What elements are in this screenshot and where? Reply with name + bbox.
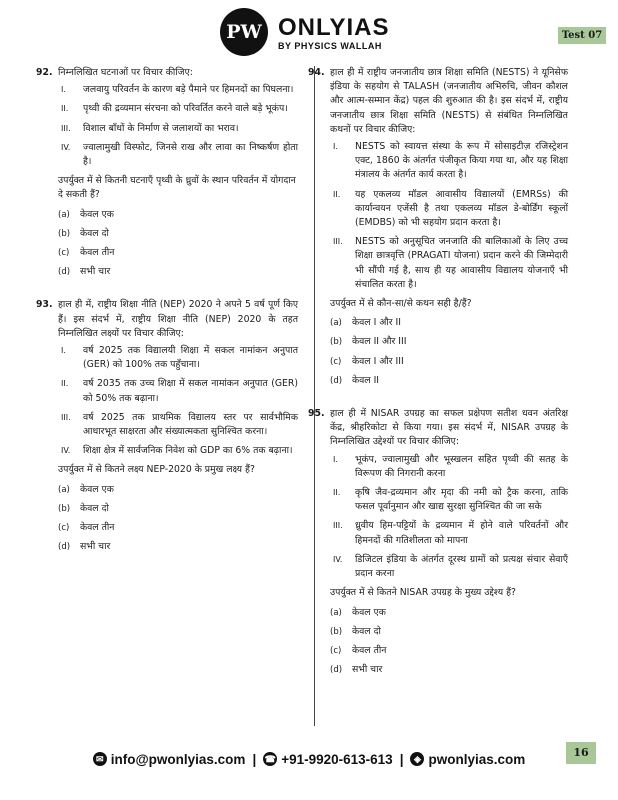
statement: III. ध्रुवीय हिम-पट्टियों के द्रव्यमान में होने वाले परिवर्तनों और हिमनदों की गतिशीलता को मापना — [333, 520, 568, 546]
footer-website[interactable]: pwonlyias.com — [428, 751, 526, 767]
option-a[interactable]: (a) केवल I और II — [330, 317, 402, 329]
option-a[interactable]: (a) केवल एक — [330, 606, 386, 618]
brand-name: ONLYIAS — [278, 14, 390, 41]
option-c[interactable]: (c) केवल तीन — [330, 644, 387, 656]
statement: I. वर्ष 2025 तक विद्यालयी शिक्षा में सकल नामांकन अनुपात (GER) को 100% तक पहुँचाना। — [61, 345, 298, 371]
option-d[interactable]: (d) सभी चार — [330, 664, 383, 676]
question-92 — [36, 66, 298, 279]
statement: I. भूकंप, ज्वालामुखी और भूस्खलन सहित पृथ्वी की सतह के विरूपण की निगरानी करना — [333, 453, 568, 479]
question-ask: उपर्युक्त में से कौन-सा/से कथन सही है/हैं? — [330, 298, 472, 310]
statement: III. विशाल बाँधों के निर्माण से जलाशयों का भराव। — [61, 122, 239, 134]
option-d[interactable]: (d) केवल II — [330, 374, 380, 386]
footer-contact — [84, 746, 534, 772]
statement: II. कृषि जैव-द्रव्यमान और मृदा की नमी को ट्रैक करना, ताकि फसल पूर्वानुमान और खाद्य सुरक्षा सुनिश्चित की जा सके — [333, 487, 568, 513]
option-c[interactable]: (c) केवल तीन — [58, 247, 115, 259]
footer-separator: | — [399, 751, 404, 767]
statement: III. NESTS को अनुसूचित जनजाति की बालिकाओं के लिए उच्च शिक्षा छात्रवृत्ति (PRAGATI योजना) प्रदान करने की जिम्मेदारी भी सौंपी गई है, साथ ही यह आवासीय विद्यालय योजनाएँ भी संचालित करता है। — [333, 236, 568, 290]
column-divider — [314, 66, 315, 726]
option-b[interactable]: (b) केवल II और III — [330, 336, 407, 348]
statement: II. पृथ्वी की द्रव्यमान संरचना को परिवर्तित करने वाले बड़े भूकंप। — [61, 103, 288, 115]
option-b[interactable]: (b) केवल दो — [58, 227, 109, 239]
statement: IV. ज्वालामुखी विस्फोट, जिनसे राख और लावा का निष्कर्षण होता है। — [61, 141, 298, 168]
phone-icon: ☎ — [264, 754, 276, 764]
pw-logo-icon: PW — [220, 8, 268, 56]
question-ask: उपर्युक्त में से कितने लक्ष्य NEP-2020 के प्रमुख लक्ष्य हैं? — [58, 464, 255, 476]
question-text: हाल ही में NISAR उपग्रह का सफल प्रक्षेपण सतीश धवन अंतरिक्ष केंद्र, श्रीहरिकोटा से किया गया। इस संदर्भ में, NISAR उपग्रह के निम्नलिखित उद्देश्यों पर विचार कीजिए: — [330, 408, 568, 448]
option-c[interactable]: (c) केवल तीन — [58, 522, 115, 534]
statement: I. NESTS को स्वायत्त संस्था के रूप में सोसाइटीज़ रजिस्ट्रेशन एक्ट, 1860 के अंतर्गत पंजीकृत किया गया था, और यह शिक्षा मंत्रालय के अंतर्गत कार्य करता है। — [333, 141, 568, 181]
option-a[interactable]: (a) केवल एक — [58, 483, 114, 495]
question-ask: उपर्युक्त में से कितने NISAR उपग्रह के मुख्य उद्देश्य हैं? — [330, 587, 516, 599]
option-a[interactable]: (a) केवल एक — [58, 208, 114, 220]
statement: II. वर्ष 2035 तक उच्च शिक्षा में सकल नामांकन अनुपात (GER) को 50% तक बढ़ाना। — [61, 378, 298, 404]
test-badge: Test 07 — [558, 27, 606, 44]
question-text: हाल ही में राष्ट्रीय जनजातीय छात्र शिक्षा समिति (NESTS) ने यूनिसेफ इंडिया के सहयोग से TALASH (जनजातीय अभिरुचि, जीवन कौशल और आत्म-सम्मान केंद्र) पहल की शुरुआत की है। इस संदर्भ में, राष्ट्रीय जनजातीय छात्र शिक्षा समिति (NESTS) से संबंधित निम्नलिखित कथनों पर विचार कीजिए: — [330, 67, 568, 135]
footer-separator: | — [252, 751, 257, 767]
option-d[interactable]: (d) सभी चार — [58, 266, 111, 278]
question-number: 95. — [308, 408, 325, 420]
statement: II. यह एकलव्य मॉडल आवासीय विद्यालयों (EMRSs) की कार्यान्वयन एजेंसी है तथा एकलव्य मॉडल डे-बोर्डिंग स्कूलों (EMDBS) को भी सहयोग प्रदान करता है। — [333, 188, 568, 229]
statement: IV. शिक्षा क्षेत्र में सार्वजनिक निवेश को GDP का 6% तक बढ़ाना। — [61, 445, 293, 457]
question-number: 92. — [36, 67, 53, 78]
page-number: 16 — [566, 742, 596, 764]
question-94 — [308, 66, 568, 388]
brand-tagline: BY PHYSICS WALLAH — [278, 41, 382, 51]
question-93 — [36, 298, 298, 554]
left-column — [36, 66, 298, 559]
globe-icon: ◈ — [410, 752, 424, 766]
mail-icon: ✉ — [93, 752, 107, 766]
question-95 — [308, 407, 568, 677]
footer-email[interactable]: info@pwonlyias.com — [110, 751, 246, 767]
question-ask: उपर्युक्त में से कितनी घटनाएँ पृथ्वी के ध्रुवों के स्थान परिवर्तन में योगदान दे सकती हैं? — [58, 175, 296, 201]
question-number: 93. — [36, 299, 53, 311]
question-number: 94. — [308, 67, 325, 78]
statement: I. जलवायु परिवर्तन के कारण बड़े पैमाने पर हिमनदों का पिघलना। — [61, 84, 294, 96]
statement: IV. डिजिटल इंडिया के अंतर्गत दूरस्थ ग्रामों को प्रत्यक्ष संचार सेवाएँ प्रदान करना — [333, 553, 568, 580]
question-text: हाल ही में, राष्ट्रीय शिक्षा नीति (NEP) 2020 ने अपने 5 वर्ष पूर्ण किए हैं। इस संदर्भ में, राष्ट्रीय शिक्षा नीति (NEP) 2020 के तहत निम्नलिखित लक्ष्यों पर विचार कीजिए: — [58, 299, 298, 339]
option-b[interactable]: (b) केवल दो — [330, 625, 381, 637]
question-text: निम्नलिखित घटनाओं पर विचार कीजिए: — [58, 67, 193, 78]
brand-logo — [220, 8, 410, 58]
right-column — [308, 66, 568, 682]
statement: III. वर्ष 2025 तक प्राथमिक विद्यालय स्तर पर सार्वभौमिक आधारभूत साक्षरता और संख्यात्मकता सुनिश्चित करना। — [61, 411, 298, 438]
footer-phone[interactable]: +91-9920-613-613 — [281, 751, 393, 767]
option-b[interactable]: (b) केवल दो — [58, 502, 109, 514]
option-d[interactable]: (d) सभी चार — [58, 541, 111, 553]
option-c[interactable]: (c) केवल I और III — [330, 355, 404, 367]
